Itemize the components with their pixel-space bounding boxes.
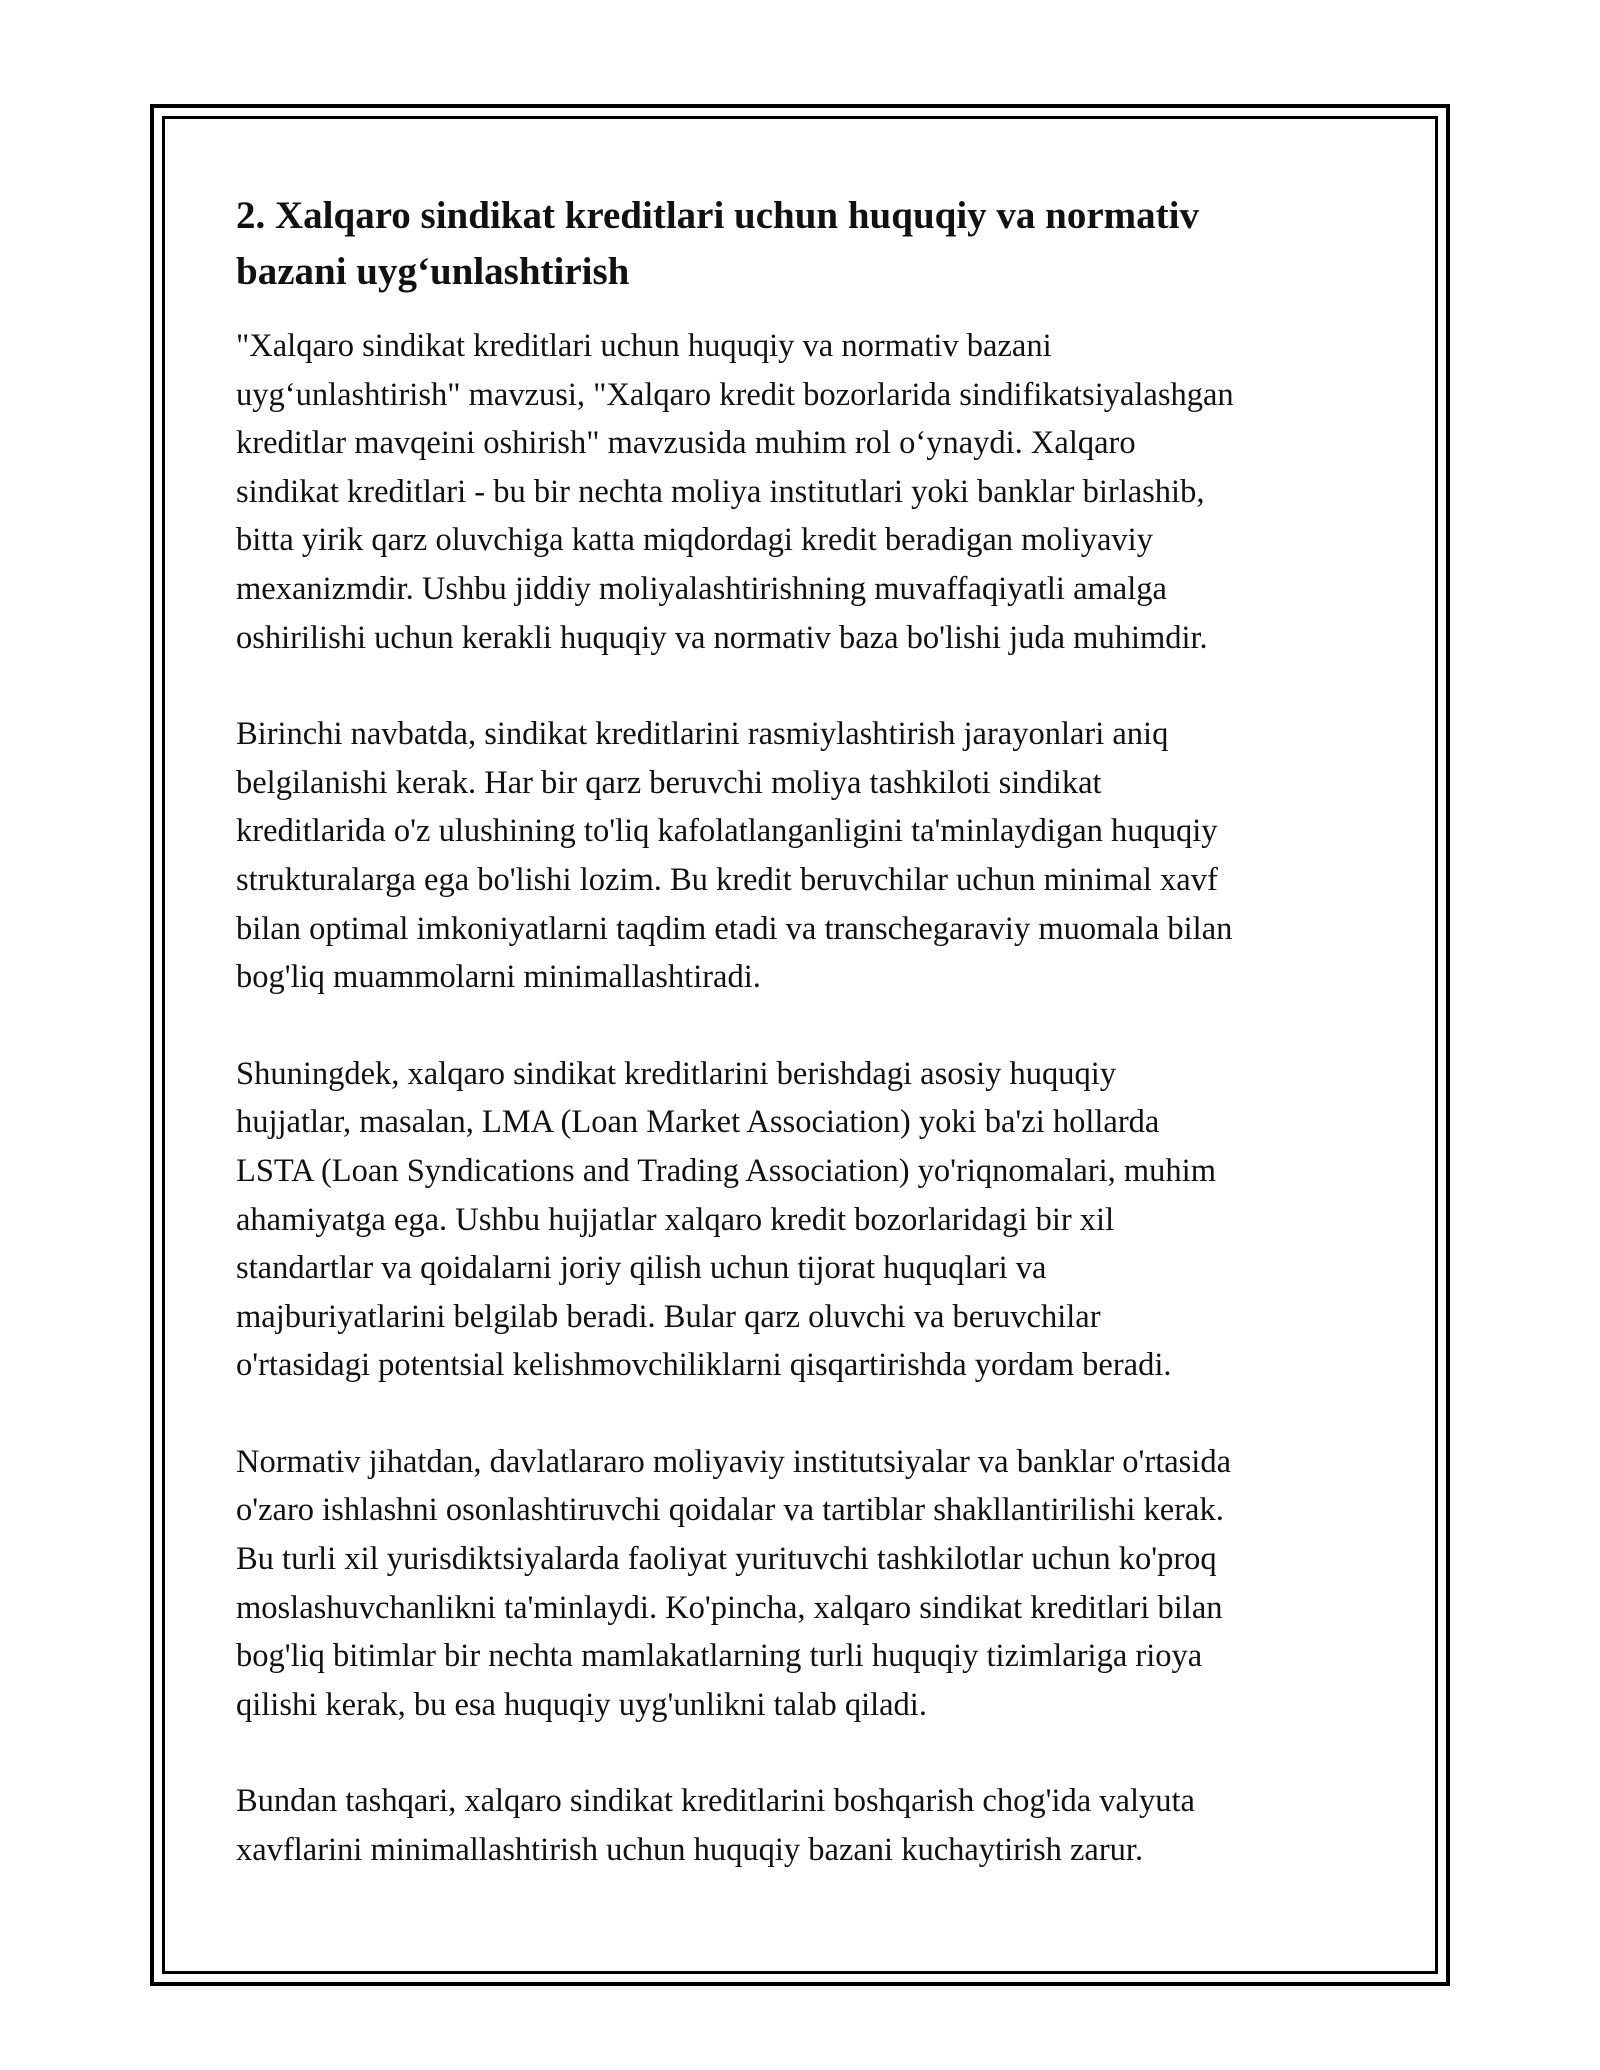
paragraph-line: strukturalarga ega bo'lishi lozim. Bu kredit beruvchilar uchun minimal xavf	[236, 861, 1218, 898]
paragraph-line: kreditlarida o'z ulushining to'liq kafolatlanganligini ta'minlaydigan huquqiy	[236, 813, 1218, 850]
document-content	[236, 188, 1376, 1923]
paragraph-line: oshirilishi uchun kerakli huquqiy va normativ baza bo'lishi juda muhimdir.	[236, 619, 1208, 656]
body-paragraph	[236, 1438, 1376, 1730]
paragraph-line: bitta yirik qarz oluvchiga katta miqdordagi kredit beradigan moliyaviy	[236, 522, 1153, 559]
body-paragraph	[236, 322, 1376, 662]
paragraph-line: mexanizmdir. Ushbu jiddiy moliyalashtirishning muvaffaqiyatli amalga	[236, 570, 1167, 607]
paragraph-line: "Xalqaro sindikat kreditlari uchun huquqiy va normativ bazani	[236, 328, 1052, 364]
paragraph-line: xavflarini minimallashtirish uchun huquqiy bazani kuchaytirish zarur.	[236, 1832, 1144, 1869]
paragraph-line: Normativ jihatdan, davlatlararo moliyaviy institutsiyalar va banklar o'rtasida	[236, 1443, 1232, 1480]
paragraph-line: sindikat kreditlari - bu bir nechta moliya institutlari yoki banklar birlashib,	[236, 473, 1205, 510]
paragraph-line: Birinchi navbatda, sindikat kreditlarini rasmiylashtirish jarayonlari aniq	[236, 716, 1169, 753]
paragraph-line: moslashuvchanlikni ta'minlaydi. Ko'pincha, xalqaro sindikat kreditlari bilan	[236, 1589, 1223, 1626]
paragraph-line: standartlar va qoidalarni joriy qilish uchun tijorat huquqlari va	[236, 1250, 1047, 1287]
section-title-line: 2. Xalqaro sindikat kreditlari uchun huquqiy va normativ	[236, 194, 1199, 237]
paragraph-line: hujjatlar, masalan, LMA (Loan Market Association) yoki ba'zi hollarda	[236, 1104, 1160, 1141]
section-title	[236, 188, 1376, 300]
paragraph-line: kreditlar mavqeini oshirish" mavzusida muhim rol o‘ynaydi. Xalqaro	[236, 425, 1136, 462]
paragraph-line: Bu turli xil yurisdiktsiyalarda faoliyat yurituvchi tashkilotlar uchun ko'proq	[236, 1541, 1217, 1578]
paragraph-line: bog'liq muammolarni minimallashtiradi.	[236, 959, 761, 996]
body-paragraph	[236, 1050, 1376, 1390]
paragraph-line: o'zaro ishlashni osonlashtiruvchi qoidalar va tartiblar shakllantirilishi kerak.	[236, 1492, 1224, 1529]
paragraph-line: Bundan tashqari, xalqaro sindikat kreditlarini boshqarish chog'ida valyuta	[236, 1783, 1195, 1820]
body-paragraph	[236, 710, 1376, 1002]
paragraph-line: LSTA (Loan Syndications and Trading Association) yo'riqnomalari, muhim	[236, 1152, 1216, 1189]
body-paragraph	[236, 1777, 1376, 1874]
paragraph-line: qilishi kerak, bu esa huquqiy uyg'unlikni talab qiladi.	[236, 1686, 927, 1723]
paragraph-line: Shuningdek, xalqaro sindikat kreditlarini berishdagi asosiy huquqiy	[236, 1055, 1117, 1092]
paragraph-line: majburiyatlarini belgilab beradi. Bular qarz oluvchi va beruvchilar	[236, 1298, 1101, 1335]
paragraph-line: uyg‘unlashtirish" mavzusi, "Xalqaro kredit bozorlarida sindifikatsiyalashgan	[236, 376, 1234, 413]
section-title-line: bazani uyg‘unlashtirish	[236, 250, 630, 293]
paragraph-line: o'rtasidagi potentsial kelishmovchiliklarni qisqartirishda yordam beradi.	[236, 1347, 1172, 1384]
paragraph-line: bilan optimal imkoniyatlarni taqdim etadi va transchegaraviy muomala bilan	[236, 910, 1233, 947]
paragraph-line: bog'liq bitimlar bir nechta mamlakatlarning turli huquqiy tizimlariga rioya	[236, 1638, 1203, 1675]
paragraph-line: ahamiyatga ega. Ushbu hujjatlar xalqaro kredit bozorlaridagi bir xil	[236, 1201, 1115, 1238]
paragraph-line: belgilanishi kerak. Har bir qarz beruvchi moliya tashkiloti sindikat	[236, 764, 1102, 801]
